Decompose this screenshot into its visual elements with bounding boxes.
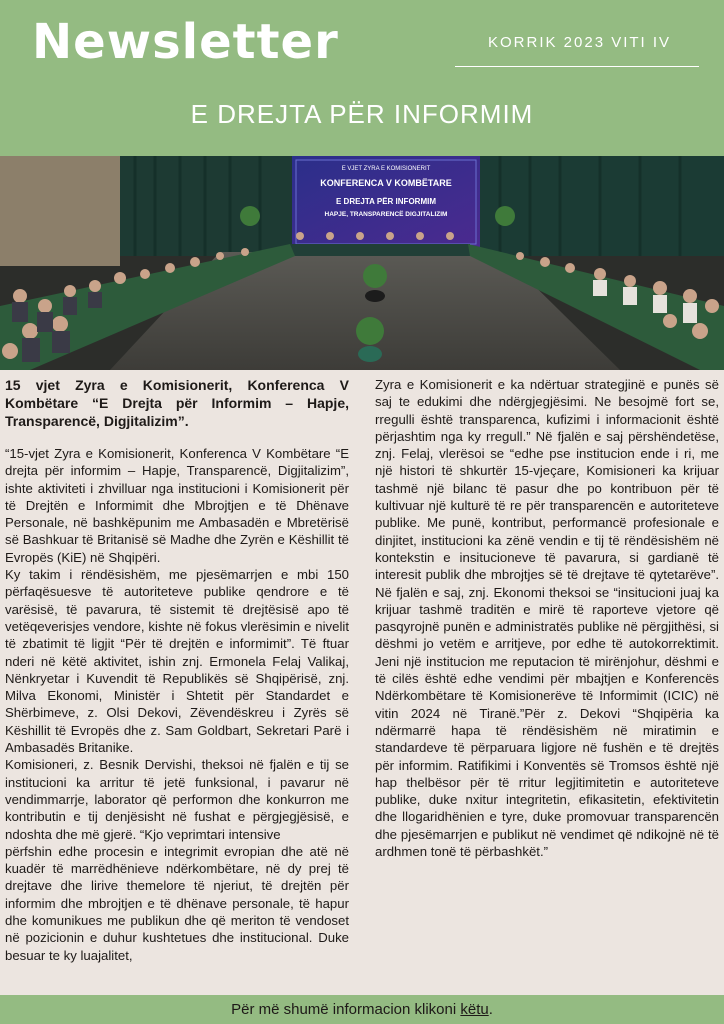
newsletter-subtitle: E DREJTA PËR INFORMIM: [190, 99, 534, 129]
issue-divider: [455, 66, 699, 67]
footer-bar: [0, 995, 724, 1024]
article-paragraph: përfshin edhe procesin e integrimit evropian dhe atë në kuadër të marrëdhënieve ndërkombëtare, në dy prej të drejtave dhe lirive themelore të njeriut, të drejtën për informim dhe mbrojtjen e të dhënave personale, të hapur dhe komunikues me publikun dhe që meriton të vendoset në pozicionin e duhur kushtetues dhe institucional. Duke besuar te ky luajalitet,: [5, 843, 349, 963]
screen-text-1: E VJET ZYRA E KOMISIONERIT: [341, 166, 431, 172]
newsletter-header: [0, 0, 724, 156]
article-column-right: [375, 376, 719, 860]
article-paragraph: Ky takim i rëndësishëm, me pjesëmarrjen e mbi 150 përfaqësuesve të autoriteteve publike qendrore e të varësisë, të pavarura, të sistemit të drejtësisë apo të vetëqeverisjes vendore, kishte në fokus vlerësimin e nivelit të zbatimit të ligjit “Për të drejtën e informimit”. Të ftuar nderi në këtë aktivitet, ishin znj. Ermonela Felaj Valikaj, Nënkryetar i Kuvendit të Republikës së Shqipërisë, znj. Milva Ekonomi, Ministër i Shtetit për Standardet e Shërbimeve, z. Olsi Dekovi, Zëvendëskreu i Zyrës së Këshillit të Evropës dhe z. Sam Goldbart, Sekretari Parë i Ambasadës Britanike.: [5, 567, 349, 756]
issue-date: KORRIK 2023 VITI IV: [488, 34, 672, 51]
article-column-left: [5, 376, 349, 964]
article-headline: 15 vjet Zyra e Komisionerit, Konferenca V Kombëtare “E Drejta për Informim – Hapje, Transparencë, Digjitalizim”.: [5, 377, 349, 429]
more-info-link[interactable]: këtu: [460, 1001, 489, 1018]
newsletter-title: Newsletter: [32, 14, 339, 70]
footer-text: Për më shumë informacion klikoni: [231, 1001, 461, 1018]
screen-text-2: KONFERENCA V KOMBËTARE: [320, 178, 452, 188]
screen-text-3: E DREJTA PËR INFORMIM: [335, 197, 437, 206]
screen-text-4: HAPJE, TRANSPARENCË DIGJITALIZIM: [324, 211, 448, 218]
article-paragraph: “15-vjet Zyra e Komisionerit, Konferenca V Kombëtare “E drejta për informim – Hapje, Transparencë, Digjitalizim”, ishte aktiviteti i zhvilluar nga institucioni i Komisionerit për të Drejtën e Informimit dhe Mbrojtjen e të Dhënave Personale, në bashkëpunim me Ambasadën e Mbretërisë së Bashkuar të Britanisë së Madhe dhe Zyrën e Këshillit të Evropës (KiE) në Shqipëri.: [5, 446, 349, 565]
article-paragraph: Komisioneri, z. Besnik Dervishi, theksoi në fjalën e tij se institucioni ka arritur të jetë funksional, i pavarur në vendimmarrje, laborator që performon dhe konkurron me kontributin e tij denjësisht në fushat e përgjegjësisë, e ndoshta dhe më gjerë. “Kjo veprimtari intensive: [5, 757, 349, 842]
conference-photo: [0, 156, 724, 370]
footer-end: .: [488, 1001, 493, 1018]
article-paragraph: Zyra e Komisionerit e ka ndërtuar strategjinë e punës së saj te edukimi dhe ndërgjegjësimi. Ne besojmë fort se, rregulli është transparenca, kufizimi i informacionit është përjashtim nga ky rregull.” Në fjalën e saj përshëndetëse, znj. Felaj, vlerësoi se “edhe pse institucion ende i ri, me një histori të shkurtër 15-vjeçare, Komisioneri ka krijuar tashmë një bilanc të pasur dhe po kontribuon për të kultivuar një kulturë të re për transparencën e autoriteteve publike. Me punë, kontribut, performancë profesionale e dinjitet, institucioni ka zënë vendin e tij të rëndësishëm në kontekstin e insitucioneve të pavarura, si gardianë të interesit publik dhe mbrojtjes së të drejtave të qytetarëve”. Në fjalën e saj, znj. Ekonomi theksoi se “insitucioni juaj ka krijuar tashmë traditën e mirë të raporteve vjetore që pasqyrojnë punën e administratës publike në përgjithësi, si dëshmi jo vetëm e arritjeve, por edhe të autokorrektimit. Jeni një institucion me reputacion të mirënjohur, dëshmi e të cilës është edhe vendimi për mbajtjen e Konferencës Ndërkombëtare të Komisionerëve të Informimit (ICIC) në vitin 2024 në Tiranë.”Për z. Dekovi “Shqipëria ka ndërmarrë hapa të rëndësishëm në miratimin e standardeve të përparuara ligjore në fushën e të drejtës për informim. Ratifikimi i Konventës së Tromsos është një hap thelbësor për të rritur legjitimitetin e autoriteteve publike, duke nxitur integritetin, efikasitetin, efektivitetin dhe llogaridhënien e tyre, duke promovuar transparencën dhe pjesëmarrjen e publikut në vendimet që ndikojnë në të ardhmen tonë të përbashkët.”: [375, 377, 719, 860]
